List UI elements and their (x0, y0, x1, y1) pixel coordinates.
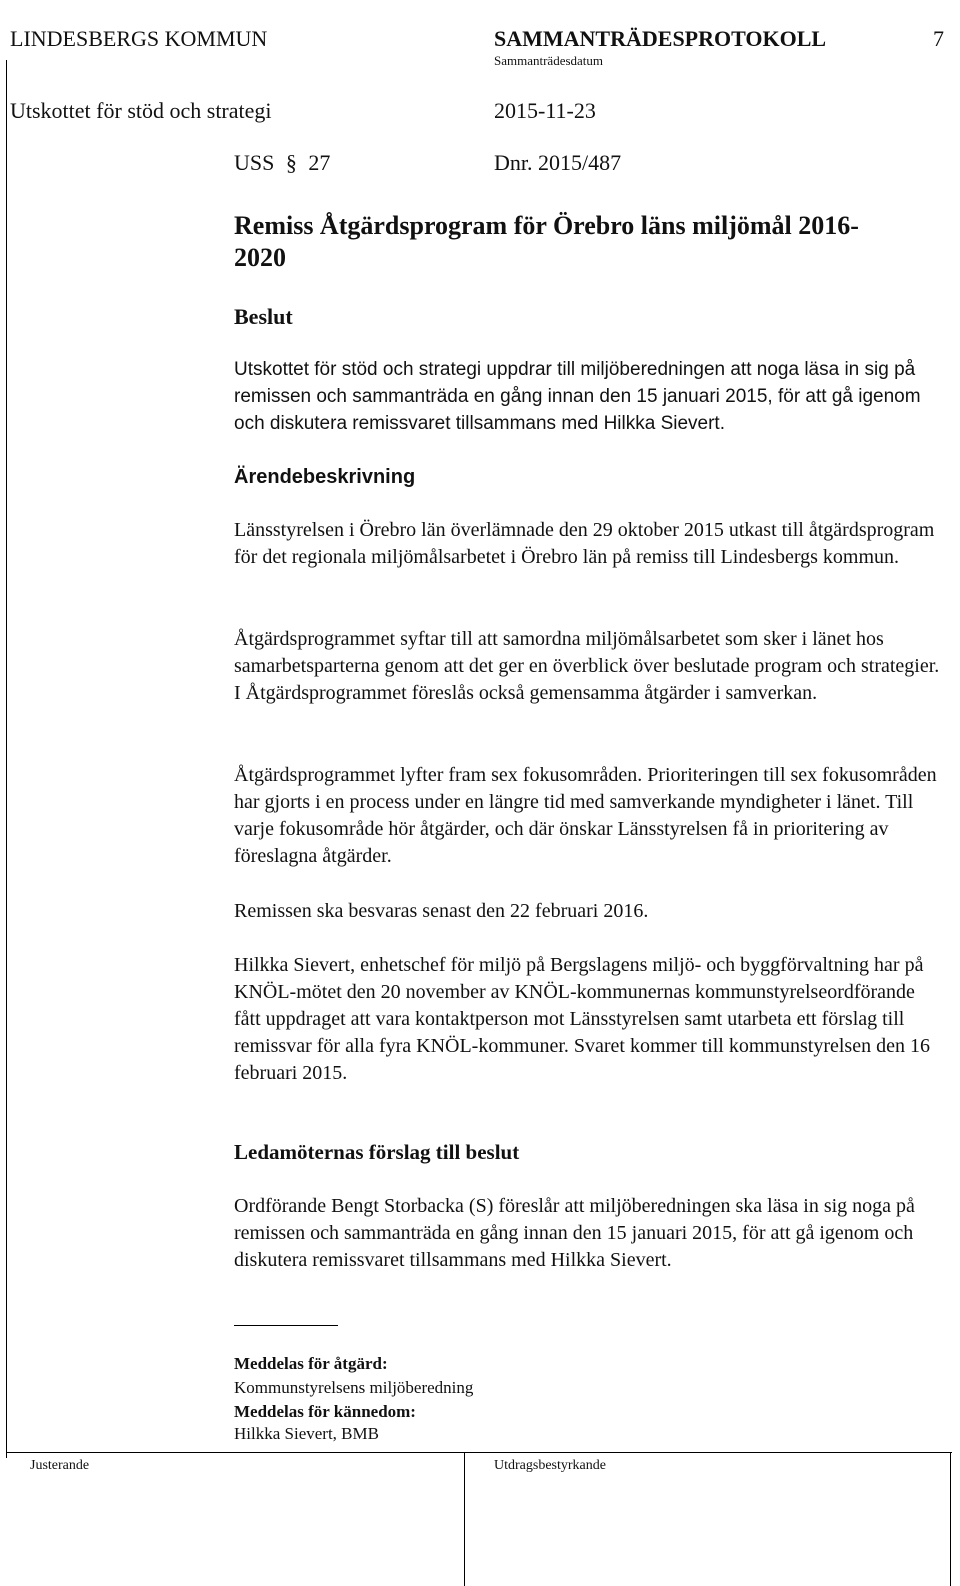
arende-paragraph-3: Åtgärdsprogrammet lyfter fram sex fokusområden. Prioriteringen till sex fokusområden har gjorts i en process under en längre tid med samverkande myndigheter i länet. Till varje fokusområde hör åtgärder, och där önskar Länsstyrelsen få in prioritering av föreslagna åtgärder. (234, 764, 937, 867)
case-ref (234, 150, 330, 176)
meeting-date: 2015-11-23 (494, 98, 596, 123)
doc-type: SAMMANTRÄDESPROTOKOLL (494, 26, 827, 51)
case-ref-prefix: USS (234, 150, 275, 175)
info-label: Meddelas för kännedom: (234, 1402, 416, 1421)
org-name: LINDESBERGS KOMMUN (10, 26, 268, 51)
info-value: Hilkka Sievert, BMB (234, 1424, 379, 1443)
footer-justerande: Justerande (30, 1458, 90, 1473)
footer-rule (6, 1452, 952, 1453)
footer-utdragsbestyrkande: Utdragsbestyrkande (494, 1458, 606, 1473)
arende-paragraph-1: Länsstyrelsen i Örebro län överlämnade den 29 oktober 2015 utkast till åtgärdsprogram för det regionala miljömålsarbetet i Örebro län på remiss till Lindesbergs kommun. (234, 519, 935, 568)
forslag-heading: Ledamöternas förslag till beslut (234, 1140, 520, 1164)
signature-divider (234, 1325, 338, 1326)
dnr: Dnr. 2015/487 (494, 150, 622, 175)
section-number: 27 (308, 150, 331, 175)
action-label: Meddelas för åtgärd: (234, 1354, 388, 1373)
arende-paragraph-2: Åtgärdsprogrammet syftar till att samordna miljömålsarbetet som sker i länet hos samarbetsparterna genom att det ger en överblick över beslutade program och strategier. I Åtgärdsprogrammet föreslås också gemensamma åtgärder i samverkan. (234, 628, 940, 704)
arende-paragraph-4: Remissen ska besvaras senast den 22 februari 2016. (234, 900, 649, 922)
arende-paragraph-5: Hilkka Sievert, enhetschef för miljö på Bergslagens miljö- och byggförvaltning har på KNÖL-mötet den 20 november av KNÖL-kommunernas kommunstyrelseordförande fått uppdraget att vara kontaktperson mot Länsstyrelsen samt utarbeta ett förslag till remissvar för alla fyra KNÖL-kommuner. Svaret kommer till kommunstyrelsen den 16 februari 2015. (234, 954, 930, 1084)
action-value: Kommunstyrelsens miljöberedning (234, 1378, 474, 1397)
arendebeskrivning-heading: Ärendebeskrivning (234, 466, 416, 488)
committee-name: Utskottet för stöd och strategi (10, 98, 272, 123)
footer-right-rule (950, 1452, 951, 1586)
title-line-1: Remiss Åtgärdsprogram för Örebro läns miljömål 2016- (234, 211, 859, 240)
beslut-text: Utskottet för stöd och strategi uppdrar till miljöberedningen att noga läsa in sig på remissen och sammanträda en gång innan den 15 januari 2015, för att gå igenom och diskutera remissvaret tillsammans med Hilkka Sievert. (234, 359, 921, 434)
page-title (234, 210, 859, 274)
left-margin-rule (6, 60, 7, 1458)
forslag-text: Ordförande Bengt Storbacka (S) föreslår att miljöberedningen ska läsa in sig noga på remissen och sammanträda en gång innan den 15 januari 2015, för att gå igenom och diskutera remissvaret tillsammans med Hilkka Sievert. (234, 1195, 915, 1271)
footer-divider (464, 1452, 465, 1586)
date-label: Sammanträdesdatum (494, 53, 604, 68)
beslut-heading: Beslut (234, 304, 293, 329)
section-symbol: § (285, 150, 297, 175)
page-number: 7 (933, 26, 944, 51)
title-line-2: 2020 (234, 243, 286, 272)
